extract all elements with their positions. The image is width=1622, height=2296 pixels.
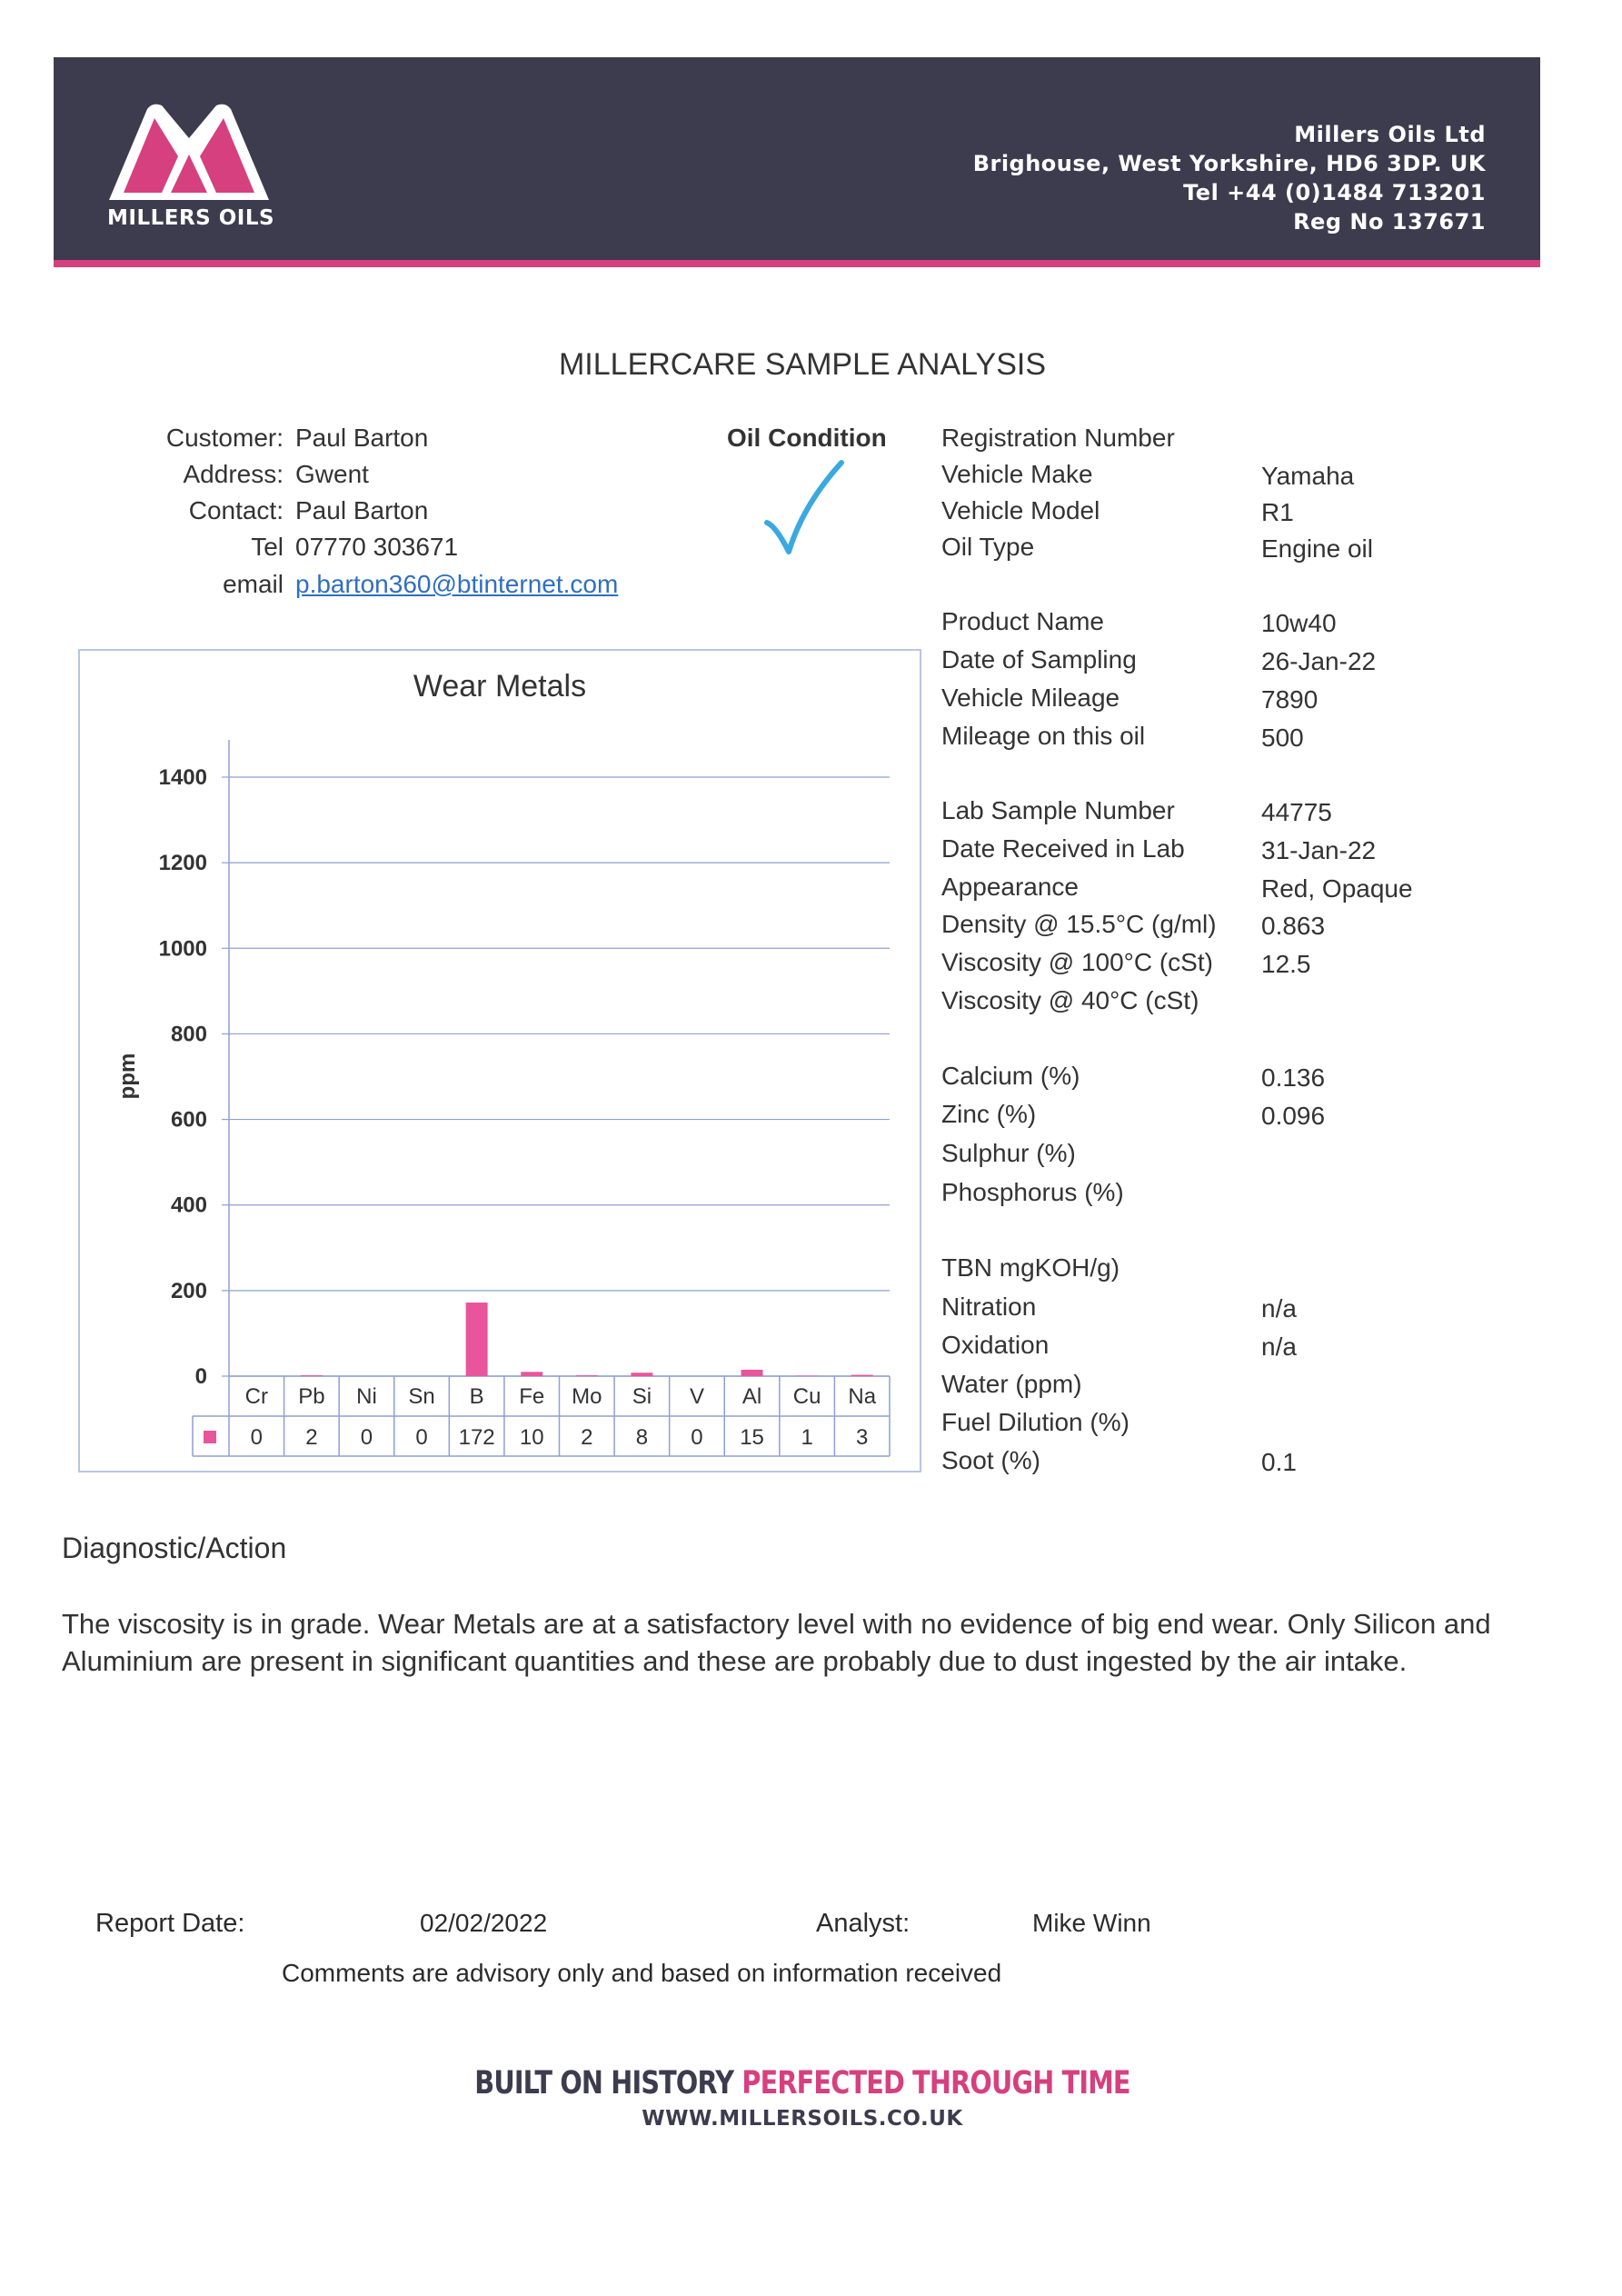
bar-Na — [851, 1375, 873, 1376]
detail-label: Product Name — [941, 607, 1104, 635]
data-table-value: 0 — [691, 1425, 703, 1450]
bar-Si — [631, 1373, 652, 1376]
category-label: Cu — [792, 1384, 821, 1409]
bar-B — [466, 1303, 488, 1376]
category-label: Al — [741, 1384, 762, 1409]
data-table-value: 0 — [360, 1425, 373, 1450]
detail-label: Date Received in Lab — [941, 834, 1185, 863]
customer-label: Customer: — [165, 424, 284, 452]
data-table-value: 3 — [856, 1425, 869, 1450]
detail-label: Calcium (%) — [941, 1062, 1080, 1090]
detail-label: Date of Sampling — [941, 645, 1137, 674]
checkmark-icon — [763, 459, 845, 559]
detail-value: 31-Jan-22 — [1261, 836, 1377, 864]
detail-label: Water (ppm) — [941, 1370, 1082, 1398]
y-tick-label: 400 — [170, 1193, 207, 1218]
report-date-label: Report Date: — [95, 1909, 245, 1938]
detail-label: Oil Type — [941, 533, 1035, 561]
detail-value: n/a — [1261, 1294, 1297, 1323]
category-label: V — [689, 1384, 704, 1409]
company-reg: Reg No 137671 — [1293, 209, 1486, 235]
detail-value: 0.863 — [1261, 912, 1326, 940]
diagnostic-title: Diagnostic/Action — [62, 1532, 287, 1564]
contact-value: Paul Barton — [295, 496, 429, 524]
detail-label: Vehicle Model — [941, 496, 1100, 524]
category-label: Mo — [572, 1384, 602, 1409]
contact-label: Contact: — [188, 496, 284, 524]
customer-value: Paul Barton — [295, 424, 429, 452]
millers-logo-icon — [107, 102, 271, 204]
detail-value: 500 — [1261, 724, 1304, 752]
bar-Al — [741, 1370, 763, 1376]
category-label: Fe — [519, 1384, 545, 1409]
detail-value: 44775 — [1261, 798, 1332, 826]
detail-label: Mileage on this oil — [941, 722, 1146, 750]
detail-label: Sulphur (%) — [941, 1139, 1076, 1167]
company-location: Brighouse, West Yorkshire, HD6 3DP. UK — [972, 151, 1486, 176]
company-address — [973, 120, 1486, 236]
detail-label: Registration Number — [941, 424, 1175, 452]
tagline-part-2: PERFECTED THROUGH TIME — [741, 2065, 1130, 2101]
diagnostic-text: The viscosity is in grade. Wear Metals are at a satisfactory level with no evidence of big end wear. Only Silicon and Aluminium are present in significant quantities and these are probably due to dust ingested by the air intake. — [62, 1608, 1491, 1677]
document-title: MILLERCARE SAMPLE ANALYSIS — [558, 347, 1046, 382]
report-date-value: 02/02/2022 — [420, 1909, 548, 1937]
detail-label: Fuel Dilution (%) — [941, 1408, 1129, 1436]
category-label: Cr — [244, 1384, 268, 1409]
detail-label: Zinc (%) — [941, 1100, 1037, 1128]
detail-value: 7890 — [1261, 685, 1318, 714]
detail-value: R1 — [1261, 498, 1294, 526]
detail-value: 0.136 — [1261, 1063, 1326, 1092]
chart-title: Wear Metals — [413, 669, 587, 704]
bar-Pb — [301, 1375, 323, 1376]
detail-value: 12.5 — [1261, 950, 1311, 978]
analyst-value: Mike Winn — [1032, 1909, 1151, 1937]
logo-text: MILLERS OILS — [107, 206, 275, 230]
tagline — [144, 2065, 1460, 2101]
oil-condition-label: Oil Condition — [727, 424, 887, 452]
detail-label: Nitration — [941, 1293, 1037, 1321]
detail-value: 0.1 — [1261, 1448, 1297, 1476]
tagline-part-1: BUILT ON HISTORY — [474, 2065, 734, 2101]
wear-metals-chart — [78, 649, 921, 1472]
detail-label: Vehicle Make — [941, 460, 1093, 488]
detail-label: Appearance — [941, 873, 1080, 901]
y-tick-label: 1200 — [158, 851, 207, 876]
analyst-label: Analyst: — [816, 1909, 911, 1938]
website-link[interactable]: WWW.MILLERSOILS.CO.UK — [642, 2107, 963, 2131]
detail-label: Oxidation — [941, 1331, 1050, 1359]
bar-Mo — [576, 1375, 598, 1376]
company-name: Millers Oils Ltd — [1294, 122, 1486, 147]
detail-label: Density @ 15.5°C (g/ml) — [941, 910, 1217, 938]
tel-value: 07770 303671 — [295, 533, 459, 561]
y-tick-label: 1000 — [158, 936, 207, 962]
y-tick-label: 1400 — [158, 765, 207, 790]
legend-key — [204, 1431, 216, 1443]
header-accent-stripe — [54, 260, 1540, 267]
data-table-value: 172 — [458, 1425, 495, 1450]
data-table-value: 2 — [305, 1425, 318, 1450]
category-label: Sn — [408, 1384, 435, 1409]
detail-value: 10w40 — [1261, 609, 1337, 637]
y-tick-label: 0 — [194, 1364, 207, 1389]
detail-label: Phosphorus (%) — [941, 1178, 1124, 1206]
detail-label: Viscosity @ 40°C (cSt) — [941, 986, 1199, 1014]
y-tick-label: 600 — [170, 1107, 207, 1133]
tel-label: Tel — [251, 533, 284, 561]
detail-label: Lab Sample Number — [941, 796, 1175, 824]
y-tick-label: 800 — [170, 1022, 207, 1047]
data-table-value: 1 — [801, 1425, 813, 1450]
detail-value: 26-Jan-22 — [1261, 647, 1377, 675]
category-label: Pb — [298, 1384, 325, 1409]
advisory-note: Comments are advisory only and based on information received — [282, 1959, 1002, 1987]
y-axis-label: ppm — [115, 1053, 140, 1100]
detail-value: Red, Opaque — [1261, 874, 1413, 903]
category-label: B — [469, 1384, 484, 1409]
data-table-value: 0 — [415, 1425, 428, 1450]
detail-value: 0.096 — [1261, 1102, 1326, 1130]
detail-label: Viscosity @ 100°C (cSt) — [941, 948, 1213, 976]
y-tick-label: 200 — [170, 1278, 207, 1303]
email-label: email — [223, 570, 284, 598]
detail-value: Engine oil — [1261, 534, 1373, 563]
data-table-value: 2 — [581, 1425, 593, 1450]
data-table-value: 10 — [519, 1425, 544, 1450]
category-label: Ni — [356, 1384, 377, 1409]
data-table-value: 0 — [250, 1425, 263, 1450]
detail-label: Vehicle Mileage — [941, 684, 1120, 712]
data-table-value: 8 — [635, 1425, 649, 1450]
category-label: Si — [632, 1384, 652, 1409]
data-table-value: 15 — [740, 1425, 764, 1450]
detail-label: TBN mgKOH/g) — [941, 1253, 1120, 1282]
company-phone: Tel +44 (0)1484 713201 — [1183, 180, 1486, 205]
detail-value: n/a — [1261, 1333, 1297, 1361]
detail-label: Soot (%) — [941, 1446, 1040, 1474]
address-label: Address: — [183, 460, 284, 488]
email-link[interactable]: p.barton360@btinternet.com — [295, 570, 619, 598]
address-value: Gwent — [295, 460, 369, 488]
bar-Fe — [521, 1372, 542, 1376]
detail-value: Yamaha — [1261, 462, 1355, 490]
category-label: Na — [848, 1384, 877, 1409]
